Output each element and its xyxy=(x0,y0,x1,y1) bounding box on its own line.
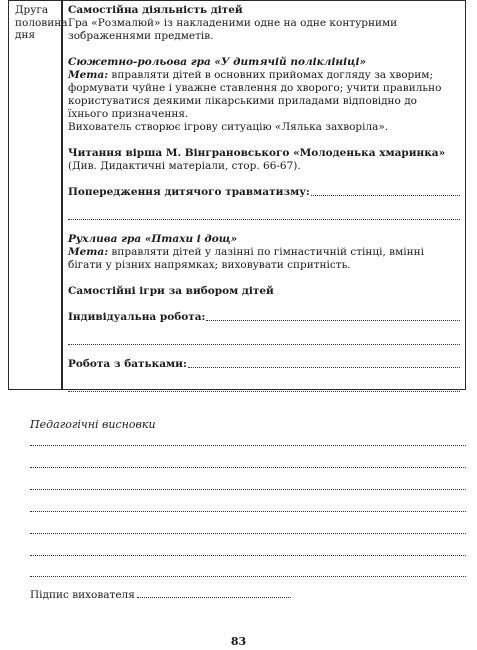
conclusion-line[interactable] xyxy=(30,555,466,556)
roleplay-title: Сюжетно-рольова гра «У дитячій поліклініці» xyxy=(68,56,367,68)
independent-title: Самостійна діяльність дітей xyxy=(68,4,243,16)
conclusion-line[interactable] xyxy=(30,445,466,446)
conclusion-line[interactable] xyxy=(30,467,466,468)
injury-fill-line-2[interactable] xyxy=(68,206,460,220)
parents-fill-line-2[interactable] xyxy=(68,378,460,392)
parents-fill[interactable] xyxy=(188,367,460,368)
independent-text: Гра «Розмалюй» із накладеними одне на одне контурними зображеннями предметів. xyxy=(68,17,398,42)
signature-label: Підпис вихователя xyxy=(30,589,135,601)
reading-title: Читання вірша М. Вінграновського «Молоденька хмаринка» xyxy=(68,147,446,159)
roleplay-goal-label: Мета: xyxy=(68,69,109,81)
signature-field[interactable] xyxy=(137,597,291,598)
parents-line[interactable] xyxy=(68,358,460,371)
plan-table xyxy=(8,0,466,390)
signature-row xyxy=(30,589,291,601)
roleplay-goal-text: вправляти дітей в основних прийомах догляду за хворим; формувати чуйне і уважне ставлення до хворого; учити правильно користуватися деякими лікарськими приладами відповідно до їхнього призначення. xyxy=(68,69,442,120)
game-goal-label: Мета: xyxy=(68,246,109,258)
parents-label: Робота з батьками: xyxy=(68,358,187,370)
time-of-day-cell: Друга половина дня xyxy=(15,4,68,41)
individual-line[interactable] xyxy=(68,311,460,324)
conclusion-line[interactable] xyxy=(30,533,466,534)
conclusions-title: Педагогічні висновки xyxy=(30,418,156,431)
free-games-title: Самостійні ігри за вибором дітей xyxy=(68,285,274,297)
activities-cell xyxy=(68,4,460,392)
roleplay-teacher: Вихователь створює ігрову ситуацію «Лялька захворіла». xyxy=(68,121,389,133)
injury-label: Попередження дитячого травматизму: xyxy=(68,186,310,198)
game-goal xyxy=(68,246,460,272)
individual-fill[interactable] xyxy=(206,320,460,321)
conclusion-line[interactable] xyxy=(30,576,466,577)
column-divider xyxy=(61,1,63,389)
roleplay-goal xyxy=(68,69,460,121)
individual-fill-line-2[interactable] xyxy=(68,331,460,345)
page-number: 83 xyxy=(230,635,247,648)
game-title: Рухлива гра «Птахи і дощ» xyxy=(68,233,238,245)
injury-fill[interactable] xyxy=(311,195,460,196)
conclusion-line[interactable] xyxy=(30,489,466,490)
game-goal-text: вправляти дітей у лазінні по гімнастичній стінці, вмінні бігати у різних напрямках; виховувати спритність. xyxy=(68,246,424,271)
injury-line[interactable] xyxy=(68,186,460,199)
individual-label: Індивідуальна робота: xyxy=(68,311,206,323)
reading-ref: (Див. Дидактичні матеріали, стор. 66-67). xyxy=(68,160,301,172)
conclusion-line[interactable] xyxy=(30,511,466,512)
